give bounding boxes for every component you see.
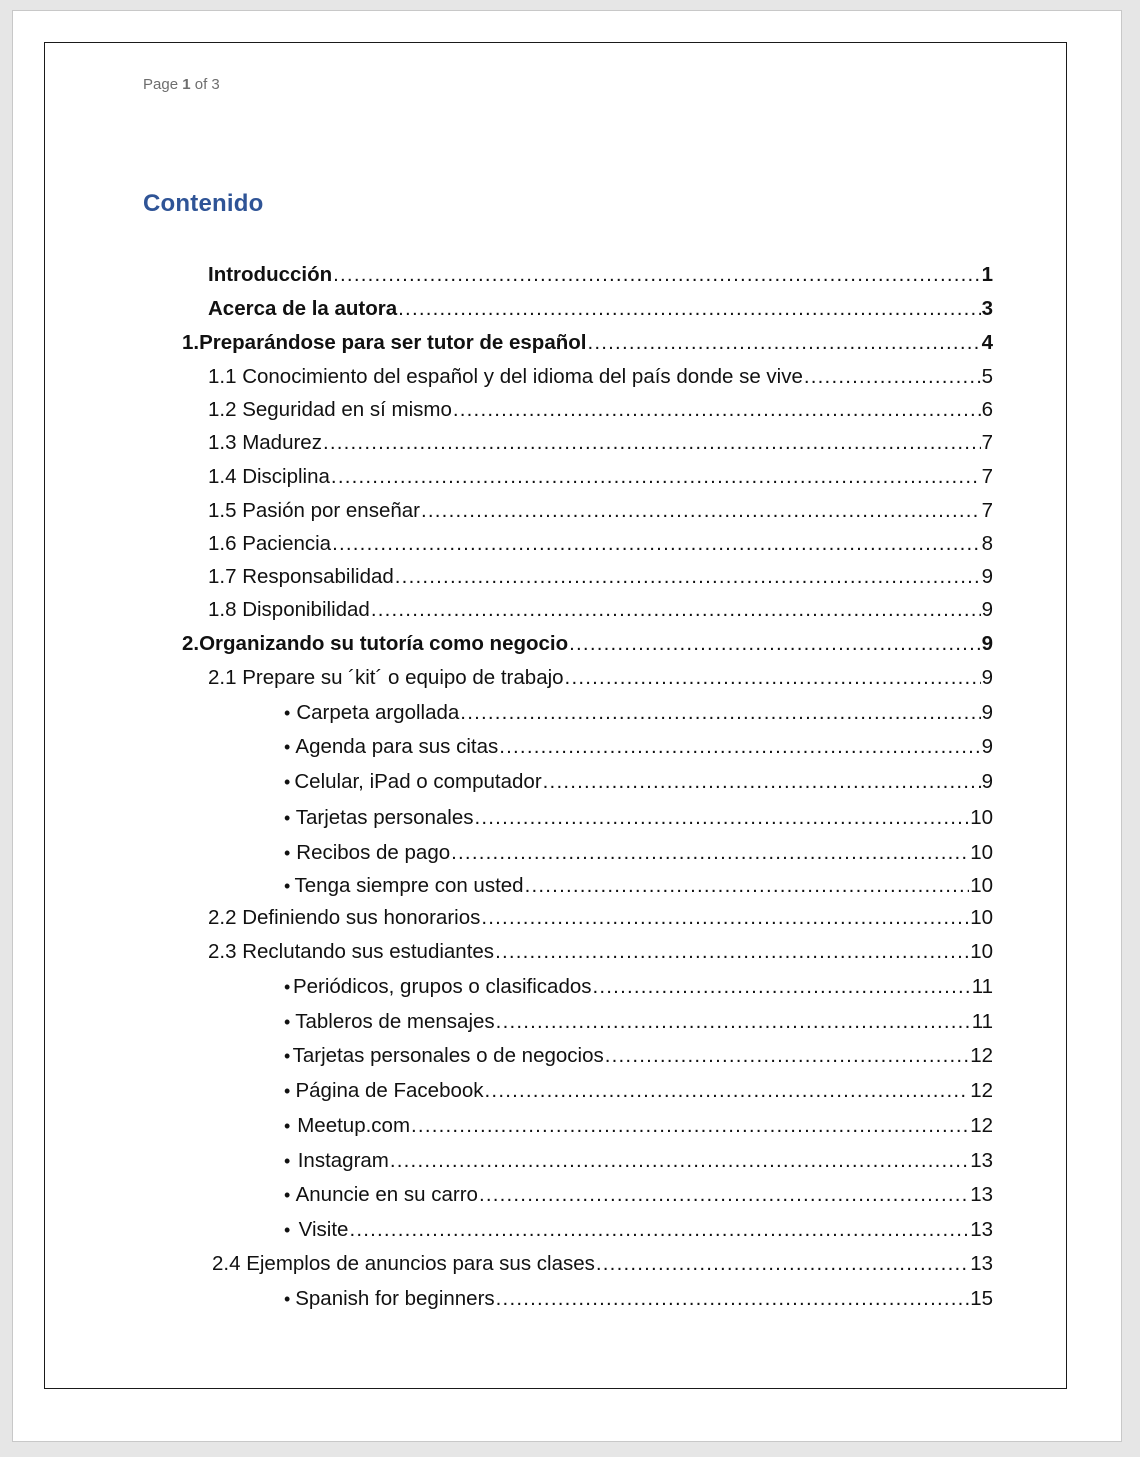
toc-entry-label: Introducción <box>208 263 333 286</box>
toc-title: Contenido <box>143 190 264 217</box>
toc-entry[interactable] <box>284 734 993 760</box>
toc-entry[interactable] <box>208 597 993 623</box>
toc-entry-page: 4 <box>981 331 993 354</box>
toc-entry[interactable] <box>284 1009 993 1035</box>
toc-leader <box>411 1113 969 1139</box>
toc-entry-label: 2.4 Ejemplos de anuncios para sus clases <box>212 1252 595 1275</box>
toc-entry[interactable] <box>284 1113 993 1139</box>
bullet-icon: • <box>284 1046 291 1066</box>
toc-leader <box>460 700 980 726</box>
toc-leader <box>481 905 969 931</box>
toc-leader <box>525 873 970 899</box>
toc-leader <box>332 531 981 557</box>
toc-entry-label: Tarjetas personales o de negocios <box>292 1044 604 1067</box>
toc-entry-label: 1.1 Conocimiento del español y del idioma del país donde se vive <box>208 365 803 388</box>
toc-entry-page: 13 <box>970 1252 993 1275</box>
toc-leader <box>499 734 980 760</box>
toc-entry-page: 9 <box>981 565 993 588</box>
toc-entry[interactable] <box>284 1217 993 1243</box>
toc-entry-label: Acerca de la autora <box>208 297 398 320</box>
toc-entry-label: 2.3 Reclutando sus estudiantes <box>208 940 495 963</box>
toc-entry[interactable] <box>284 805 993 831</box>
bullet-icon: • <box>284 703 291 723</box>
toc-entry[interactable] <box>208 905 993 931</box>
toc-entry[interactable] <box>284 873 993 899</box>
toc-entry-label: Tenga siempre con usted <box>294 874 524 897</box>
toc-leader <box>371 597 981 623</box>
toc-entry-label: Anuncie en su carro <box>295 1183 478 1206</box>
bullet-icon: • <box>284 808 291 828</box>
toc-leader <box>398 296 980 322</box>
toc-leader <box>605 1043 969 1069</box>
bullet-icon: • <box>284 1185 291 1205</box>
toc-entry-page: 12 <box>970 1044 993 1067</box>
toc-entry-label: Preparándose para ser tutor de español <box>199 331 587 354</box>
toc-entry-number: 2. <box>182 632 200 655</box>
toc-entry-page: 13 <box>970 1149 993 1172</box>
toc-entry-label: 2.2 Definiendo sus honorarios <box>208 906 481 929</box>
bullet-icon: • <box>284 772 291 792</box>
toc-leader <box>474 805 969 831</box>
bullet-icon: • <box>284 977 291 997</box>
page-indicator-current: 1 <box>182 76 191 93</box>
toc-entry-page: 10 <box>970 874 993 897</box>
toc-entry-label: 1.8 Disponibilidad <box>208 598 370 621</box>
toc-entry-page: 7 <box>981 499 993 522</box>
toc-entry-label: 1.4 Disciplina <box>208 465 330 488</box>
bullet-icon: • <box>284 876 291 896</box>
toc-entry-page: 7 <box>981 465 993 488</box>
toc-leader <box>479 1182 969 1208</box>
toc-entry-page: 11 <box>971 1010 993 1033</box>
toc-entry[interactable] <box>208 262 993 288</box>
toc-entry-label: Tarjetas personales <box>295 806 474 829</box>
toc-entry[interactable] <box>284 769 993 795</box>
toc-leader <box>451 840 969 866</box>
toc-leader <box>565 665 981 691</box>
toc-entry-page: 10 <box>970 841 993 864</box>
toc-entry-page: 9 <box>981 701 993 724</box>
toc-leader <box>569 631 980 657</box>
toc-leader <box>323 430 981 456</box>
toc-entry[interactable] <box>182 631 993 657</box>
toc-entry-page: 15 <box>970 1287 993 1310</box>
toc-entry[interactable] <box>208 430 993 456</box>
toc-entry-page: 8 <box>981 532 993 555</box>
toc-entry-label: Agenda para sus citas <box>295 735 499 758</box>
toc-leader <box>485 1078 970 1104</box>
toc-entry[interactable] <box>284 1286 993 1312</box>
toc-leader <box>804 364 981 390</box>
toc-entry-page: 9 <box>981 598 993 621</box>
toc-entry[interactable] <box>284 1078 993 1104</box>
toc-entry[interactable] <box>208 498 993 524</box>
toc-entry-page: 9 <box>981 735 993 758</box>
toc-entry-page: 10 <box>970 940 993 963</box>
toc-entry-page: 9 <box>981 632 993 655</box>
toc-entry-page: 10 <box>970 806 993 829</box>
toc-leader <box>587 330 980 356</box>
toc-entry-label: Celular, iPad o computador <box>294 770 542 793</box>
toc-entry-label: Spanish for beginners <box>295 1287 495 1310</box>
page-indicator-total: 3 <box>211 76 220 93</box>
toc-entry-page: 11 <box>971 975 993 998</box>
toc-entry[interactable] <box>284 1182 993 1208</box>
page-indicator-middle: of <box>194 76 208 93</box>
bullet-icon: • <box>284 737 291 757</box>
toc-leader <box>495 939 969 965</box>
toc-leader <box>593 974 971 1000</box>
toc-leader <box>349 1217 969 1243</box>
toc-entry-label: Organizando su tutoría como negocio <box>199 632 569 655</box>
toc-leader <box>395 564 981 590</box>
toc-entry-page: 12 <box>970 1079 993 1102</box>
toc-entry-page: 7 <box>981 431 993 454</box>
toc-entry[interactable] <box>208 665 993 691</box>
toc-entry-page: 5 <box>981 365 993 388</box>
toc-entry-page: 9 <box>981 666 993 689</box>
toc-leader <box>453 397 981 423</box>
toc-entry-label: Meetup.com <box>297 1114 411 1137</box>
toc-entry-number: 1. <box>182 331 200 354</box>
toc-entry[interactable] <box>284 1043 993 1069</box>
toc-entry[interactable] <box>208 296 993 322</box>
toc-entry-page: 12 <box>970 1114 993 1137</box>
toc-entry[interactable] <box>208 939 993 965</box>
page-indicator <box>143 76 220 93</box>
toc-entry[interactable] <box>284 840 993 866</box>
toc-entry[interactable] <box>208 364 993 390</box>
toc-entry-label: 1.5 Pasión por enseñar <box>208 499 420 522</box>
toc-entry-label: Página de Facebook <box>295 1079 484 1102</box>
toc-entry-label: Tableros de mensajes <box>295 1010 495 1033</box>
toc-leader <box>543 769 981 795</box>
toc-entry[interactable] <box>284 1148 993 1174</box>
bullet-icon: • <box>284 1081 291 1101</box>
toc-entry[interactable] <box>212 1251 993 1277</box>
bullet-icon: • <box>284 1289 291 1309</box>
bullet-icon: • <box>284 1012 291 1032</box>
toc-entry-label: 1.2 Seguridad en sí mismo <box>208 398 452 421</box>
page-indicator-prefix: Page <box>143 76 179 93</box>
bullet-icon: • <box>284 1220 291 1240</box>
toc-entry[interactable] <box>208 531 993 557</box>
toc-leader <box>390 1148 969 1174</box>
toc-entry-label: Instagram <box>297 1149 389 1172</box>
toc-entry-label: Recibos de pago <box>296 841 451 864</box>
toc-entry[interactable] <box>208 564 993 590</box>
toc-entry[interactable] <box>182 330 993 356</box>
toc-leader <box>421 498 981 524</box>
toc-entry[interactable] <box>208 464 993 490</box>
toc-entry-label: 1.6 Paciencia <box>208 532 332 555</box>
toc-leader <box>496 1286 970 1312</box>
toc-entry-page: 13 <box>970 1183 993 1206</box>
toc-entry-label: Carpeta argollada <box>296 701 460 724</box>
toc-entry-page: 1 <box>981 263 993 286</box>
toc-leader <box>333 262 980 288</box>
toc-leader <box>496 1009 971 1035</box>
toc-entry-label: Periódicos, grupos o clasificados <box>292 975 592 998</box>
toc-entry-label: 1.7 Responsabilidad <box>208 565 394 588</box>
toc-entry-label: 2.1 Prepare su ´kit´ o equipo de trabajo <box>208 666 564 689</box>
bullet-icon: • <box>284 843 291 863</box>
bullet-icon: • <box>284 1116 291 1136</box>
toc-entry[interactable] <box>208 397 993 423</box>
toc-entry-page: 13 <box>970 1218 993 1241</box>
toc-entry-page: 9 <box>981 770 993 793</box>
bullet-icon: • <box>284 1151 291 1171</box>
toc-leader <box>596 1251 969 1277</box>
toc-entry-label: Visite <box>298 1218 349 1241</box>
toc-leader <box>331 464 981 490</box>
toc-entry[interactable] <box>284 700 993 726</box>
toc-entry[interactable] <box>284 974 993 1000</box>
toc-entry-page: 10 <box>970 906 993 929</box>
toc-entry-label: 1.3 Madurez <box>208 431 322 454</box>
toc-entry-page: 3 <box>981 297 993 320</box>
toc-entry-page: 6 <box>981 398 993 421</box>
